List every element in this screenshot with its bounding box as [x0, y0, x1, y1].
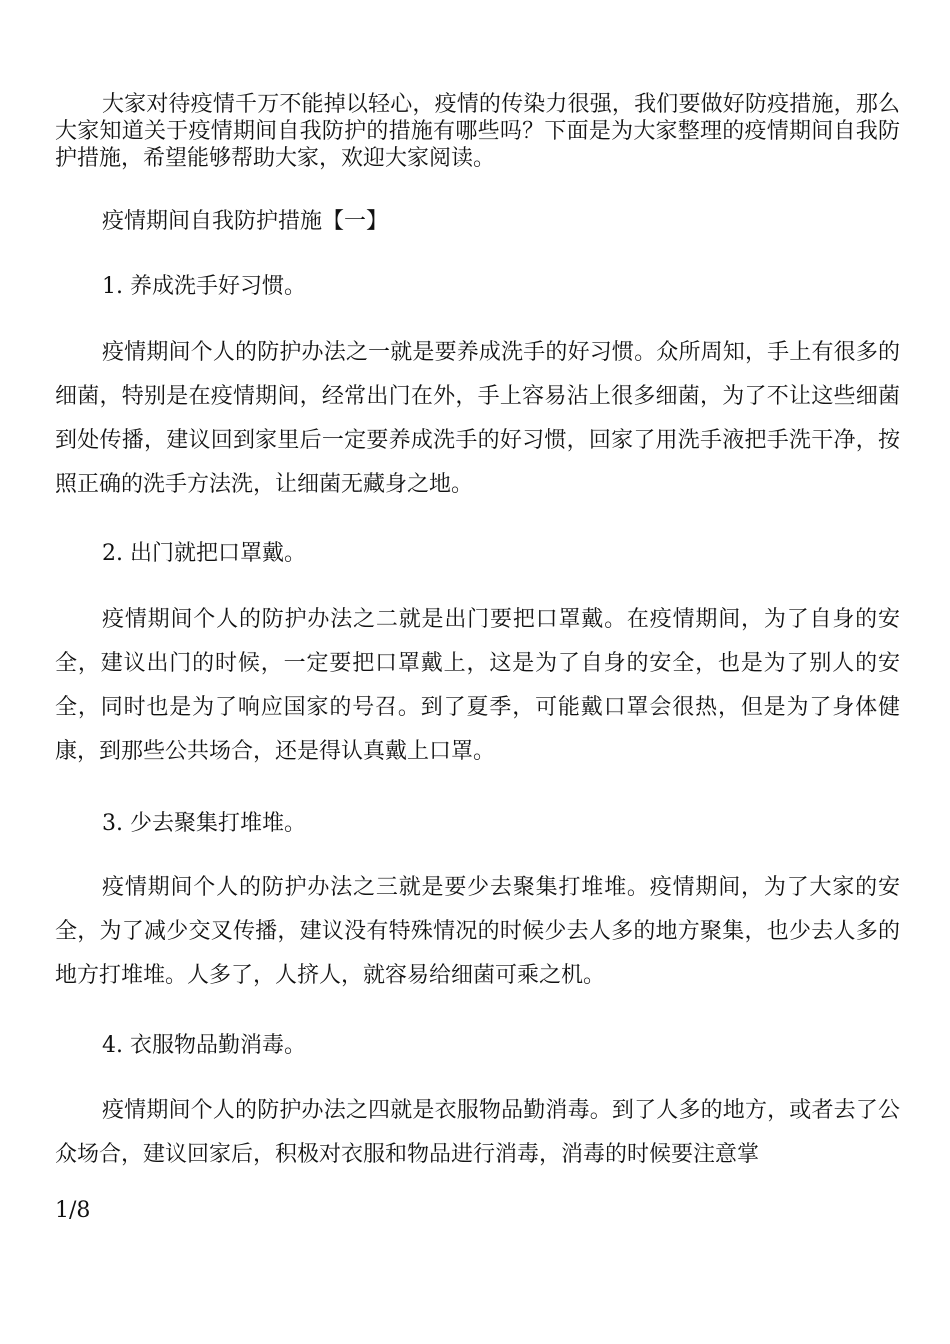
- item-2-heading: 2. 出门就把口罩戴。: [102, 541, 306, 566]
- item-1-heading: 1. 养成洗手好习惯。: [102, 274, 306, 299]
- item-4-body: 疫情期间个人的防护办法之四就是衣服物品勤消毒。到了人多的地方，或者去了公众场合，建议回家后，积极对衣服和物品进行消毒，消毒的时候要注意掌: [55, 1098, 900, 1167]
- item-3-body: 疫情期间个人的防护办法之三就是要少去聚集打堆堆。疫情期间，为了大家的安全，为了减少交叉传播，建议没有特殊情况的时候少去人多的地方聚集，也少去人多的地方打堆堆。人多了，人挤人，就容易给细菌可乘之机。: [55, 875, 900, 988]
- item-3-heading: 3. 少去聚集打堆堆。: [102, 811, 306, 836]
- page-number: 1/8: [55, 1198, 91, 1223]
- section-title: 疫情期间自我防护措施【一】: [102, 209, 389, 234]
- intro-paragraph: 大家对待疫情千万不能掉以轻心，疫情的传染力很强，我们要做好防疫措施，那么大家知道关于疫情期间自我防护的措施有哪些吗？下面是为大家整理的疫情期间自我防护措施，希望能够帮助大家，欢迎大家阅读。: [55, 92, 900, 171]
- item-1-body: 疫情期间个人的防护办法之一就是要养成洗手的好习惯。众所周知，手上有很多的细菌，特别是在疫情期间，经常出门在外，手上容易沾上很多细菌，为了不让这些细菌到处传播，建议回到家里后一定要养成洗手的好习惯，回家了用洗手液把手洗干净，按照正确的洗手方法洗，让细菌无藏身之地。: [55, 340, 900, 497]
- item-2-body: 疫情期间个人的防护办法之二就是出门要把口罩戴。在疫情期间，为了自身的安全，建议出门的时候，一定要把口罩戴上，这是为了自身的安全，也是为了别人的安全，同时也是为了响应国家的号召。到了夏季，可能戴口罩会很热，但是为了身体健康，到那些公共场合，还是得认真戴上口罩。: [55, 607, 900, 764]
- item-4-heading: 4. 衣服物品勤消毒。: [102, 1033, 306, 1058]
